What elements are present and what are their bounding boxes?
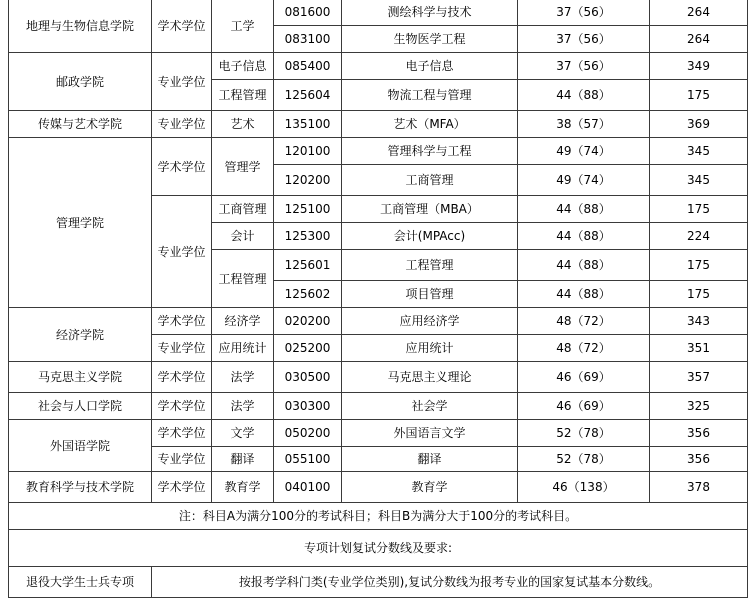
subject-score-cell: 37（56） [518, 53, 650, 80]
major-code-cell: 055100 [274, 447, 342, 472]
discipline-cell: 法学 [212, 393, 274, 420]
table-row [9, 0, 748, 26]
major-name-cell: 物流工程与管理 [342, 80, 518, 111]
major-code-cell: 030300 [274, 393, 342, 420]
college-cell: 地理与生物信息学院 [9, 0, 152, 53]
table-row [9, 308, 748, 335]
major-name-cell: 应用经济学 [342, 308, 518, 335]
special-plan-heading: 专项计划复试分数线及要求: [9, 530, 748, 567]
total-score-cell: 378 [650, 472, 748, 503]
major-name-cell: 会计(MPAcc) [342, 223, 518, 250]
degree-type-cell: 学术学位 [152, 420, 212, 447]
discipline-cell: 文学 [212, 420, 274, 447]
subject-score-cell: 48（72） [518, 308, 650, 335]
subject-score-cell: 46（69） [518, 362, 650, 393]
major-name-cell: 艺术（MFA） [342, 111, 518, 138]
major-code-cell: 025200 [274, 335, 342, 362]
total-score-cell: 175 [650, 281, 748, 308]
discipline-cell: 经济学 [212, 308, 274, 335]
discipline-cell: 电子信息 [212, 53, 274, 80]
college-cell: 邮政学院 [9, 53, 152, 111]
subject-score-cell: 44（88） [518, 80, 650, 111]
special-heading-row [9, 530, 748, 567]
major-name-cell: 工商管理 [342, 165, 518, 196]
degree-type-cell: 专业学位 [152, 53, 212, 111]
major-code-cell: 050200 [274, 420, 342, 447]
total-score-cell: 345 [650, 138, 748, 165]
major-name-cell: 教育学 [342, 472, 518, 503]
degree-type-cell: 学术学位 [152, 308, 212, 335]
major-name-cell: 管理科学与工程 [342, 138, 518, 165]
discipline-cell: 工程管理 [212, 250, 274, 308]
discipline-cell: 艺术 [212, 111, 274, 138]
major-code-cell: 030500 [274, 362, 342, 393]
degree-type-cell: 专业学位 [152, 196, 212, 308]
total-score-cell: 264 [650, 0, 748, 26]
major-name-cell: 测绘科学与技术 [342, 0, 518, 26]
major-code-cell: 125100 [274, 196, 342, 223]
discipline-cell: 翻译 [212, 447, 274, 472]
subject-score-cell: 44（88） [518, 196, 650, 223]
college-cell: 管理学院 [9, 138, 152, 308]
total-score-cell: 325 [650, 393, 748, 420]
discipline-cell: 教育学 [212, 472, 274, 503]
major-name-cell: 外国语言文学 [342, 420, 518, 447]
subject-score-cell: 46（69） [518, 393, 650, 420]
major-name-cell: 项目管理 [342, 281, 518, 308]
major-name-cell: 翻译 [342, 447, 518, 472]
major-name-cell: 电子信息 [342, 53, 518, 80]
total-score-cell: 175 [650, 80, 748, 111]
total-score-cell: 345 [650, 165, 748, 196]
score-note: 注：科目A为满分100分的考试科目；科目B为满分大于100分的考试科目。 [9, 503, 748, 530]
major-code-cell: 085400 [274, 53, 342, 80]
subject-score-cell: 49（74） [518, 138, 650, 165]
total-score-cell: 369 [650, 111, 748, 138]
major-code-cell: 125601 [274, 250, 342, 281]
total-score-cell: 343 [650, 308, 748, 335]
major-name-cell: 应用统计 [342, 335, 518, 362]
subject-score-cell: 52（78） [518, 447, 650, 472]
major-name-cell: 马克思主义理论 [342, 362, 518, 393]
college-cell: 外国语学院 [9, 420, 152, 472]
total-score-cell: 264 [650, 26, 748, 53]
subject-score-cell: 38（57） [518, 111, 650, 138]
table-row [9, 472, 748, 503]
major-name-cell: 社会学 [342, 393, 518, 420]
college-cell: 经济学院 [9, 308, 152, 362]
major-code-cell: 081600 [274, 0, 342, 26]
special-plan-name: 退役大学生士兵专项 [9, 567, 152, 598]
degree-type-cell: 学术学位 [152, 138, 212, 196]
total-score-cell: 351 [650, 335, 748, 362]
subject-score-cell: 37（56） [518, 0, 650, 26]
table-row [9, 420, 748, 447]
table-row [9, 111, 748, 138]
subject-score-cell: 44（88） [518, 281, 650, 308]
discipline-cell: 管理学 [212, 138, 274, 196]
subject-score-cell: 49（74） [518, 165, 650, 196]
subject-score-cell: 37（56） [518, 26, 650, 53]
degree-type-cell: 学术学位 [152, 472, 212, 503]
table-row [9, 393, 748, 420]
discipline-cell: 工学 [212, 0, 274, 53]
major-code-cell: 120100 [274, 138, 342, 165]
major-code-cell: 120200 [274, 165, 342, 196]
degree-type-cell: 学术学位 [152, 362, 212, 393]
major-code-cell: 020200 [274, 308, 342, 335]
college-cell: 传媒与艺术学院 [9, 111, 152, 138]
subject-score-cell: 46（138） [518, 472, 650, 503]
total-score-cell: 356 [650, 447, 748, 472]
total-score-cell: 224 [650, 223, 748, 250]
major-code-cell: 125602 [274, 281, 342, 308]
major-code-cell: 083100 [274, 26, 342, 53]
total-score-cell: 175 [650, 250, 748, 281]
subject-score-cell: 52（78） [518, 420, 650, 447]
degree-type-cell: 专业学位 [152, 111, 212, 138]
degree-type-cell: 专业学位 [152, 447, 212, 472]
subject-score-cell: 48（72） [518, 335, 650, 362]
table-row [9, 53, 748, 80]
table-row [9, 138, 748, 165]
special-plan-requirement: 按报考学科门类(专业学位类别),复试分数线为报考专业的国家复试基本分数线。 [152, 567, 748, 598]
discipline-cell: 法学 [212, 362, 274, 393]
college-cell: 社会与人口学院 [9, 393, 152, 420]
major-code-cell: 040100 [274, 472, 342, 503]
major-name-cell: 工商管理（MBA） [342, 196, 518, 223]
discipline-cell: 应用统计 [212, 335, 274, 362]
major-code-cell: 125300 [274, 223, 342, 250]
college-cell: 马克思主义学院 [9, 362, 152, 393]
special-plan-row [9, 567, 748, 598]
table-row [9, 362, 748, 393]
discipline-cell: 工程管理 [212, 80, 274, 111]
total-score-cell: 349 [650, 53, 748, 80]
score-table [8, 0, 748, 598]
major-code-cell: 125604 [274, 80, 342, 111]
note-row [9, 503, 748, 530]
major-code-cell: 135100 [274, 111, 342, 138]
discipline-cell: 工商管理 [212, 196, 274, 223]
college-cell: 教育科学与技术学院 [9, 472, 152, 503]
discipline-cell: 会计 [212, 223, 274, 250]
subject-score-cell: 44（88） [518, 223, 650, 250]
degree-type-cell: 学术学位 [152, 393, 212, 420]
major-name-cell: 工程管理 [342, 250, 518, 281]
total-score-cell: 175 [650, 196, 748, 223]
degree-type-cell: 学术学位 [152, 0, 212, 53]
major-name-cell: 生物医学工程 [342, 26, 518, 53]
total-score-cell: 357 [650, 362, 748, 393]
total-score-cell: 356 [650, 420, 748, 447]
subject-score-cell: 44（88） [518, 250, 650, 281]
degree-type-cell: 专业学位 [152, 335, 212, 362]
